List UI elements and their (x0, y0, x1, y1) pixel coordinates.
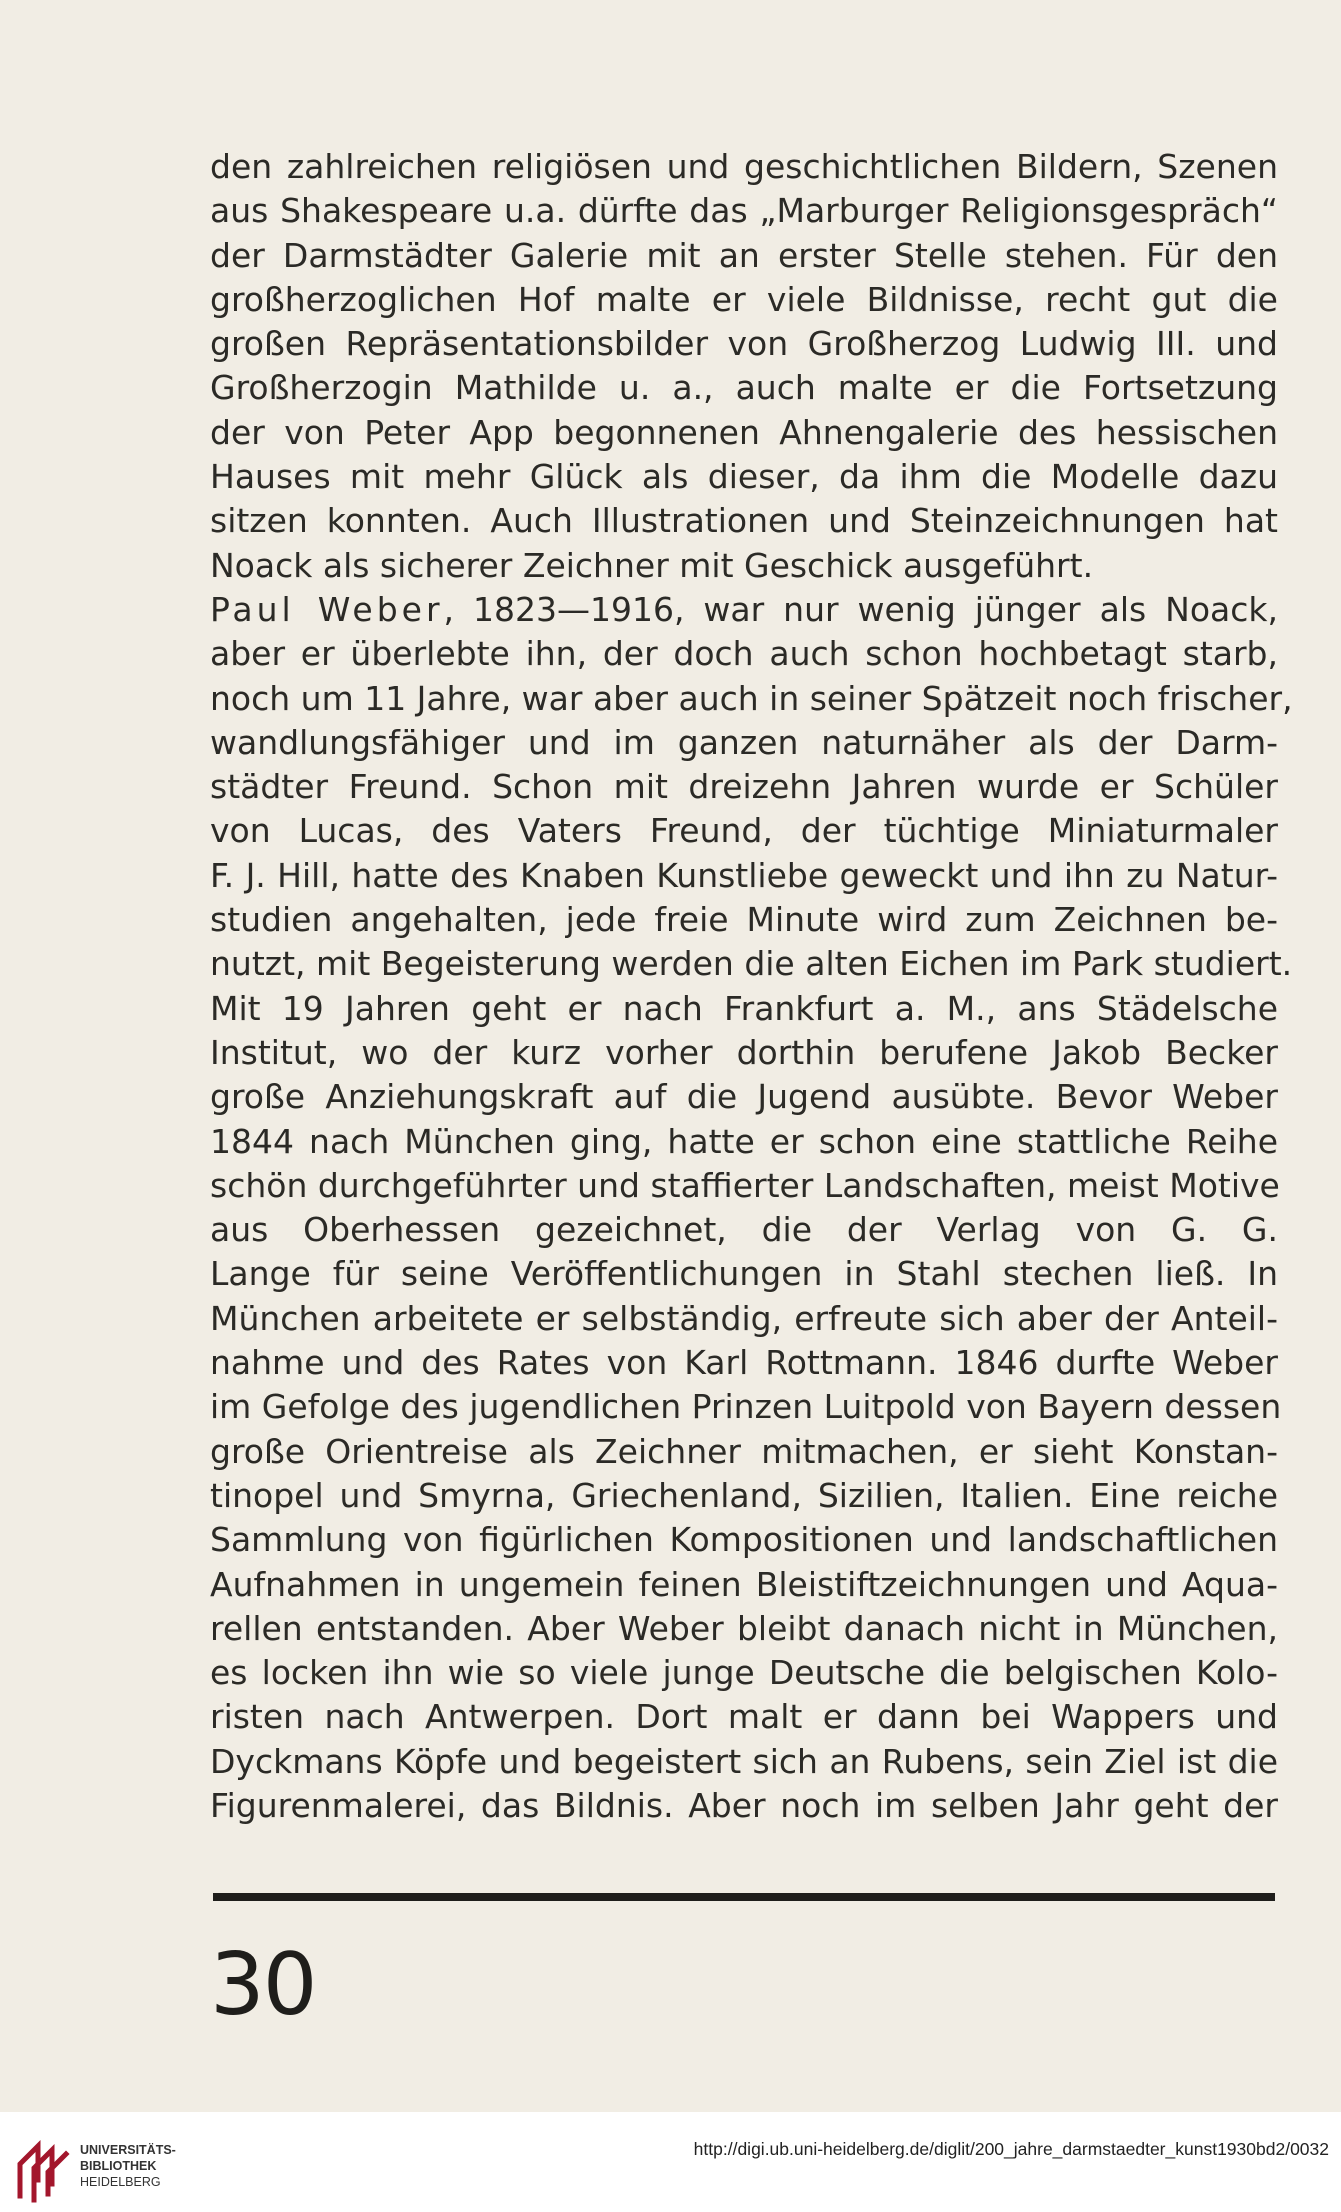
text-line: Sammlung von figürlichen Kompositionen und landschaftlichen (210, 1520, 1278, 1560)
text-line: Hauses mit mehr Glück als dieser, da ihm die Modelle dazu (210, 457, 1278, 497)
viewer-footer (0, 2112, 1341, 2212)
text-line: aus Oberhessen gezeichnet, die der Verlag von G. G. (210, 1210, 1278, 1250)
person-name-spaced: Paul Weber (210, 589, 444, 629)
horizontal-rule (213, 1893, 1275, 1901)
text-line: schön durchgeführter und staffierter Landschaften, meist Motive (210, 1165, 1280, 1205)
text-line: studien angehalten, jede freie Minute wird zum Zeichnen be- (210, 900, 1278, 940)
text-line: von Lucas, des Vaters Freund, der tüchtige Miniaturmaler (210, 811, 1278, 851)
library-name-line: HEIDELBERG (80, 2175, 161, 2189)
text-line: sitzen konnten. Auch Illustrationen und Steinzeichnungen hat (210, 501, 1278, 541)
text-line: aber er überlebte ihn, der doch auch schon hochbetagt starb, (210, 634, 1278, 674)
text-line: große Orientreise als Zeichner mitmachen, er sieht Konstan- (210, 1431, 1278, 1471)
text-line: Mit 19 Jahren geht er nach Frankfurt a. M., ans Städelsche (210, 988, 1278, 1028)
text-line: F. J. Hill, hatte des Knaben Kunstliebe geweckt und ihn zu Natur- (210, 855, 1278, 895)
library-logo-icon[interactable] (12, 2134, 76, 2204)
text-line: der Darmstädter Galerie mit an erster Stelle stehen. Für den (210, 235, 1278, 275)
text-line: den zahlreichen religiösen und geschichtlichen Bildern, Szenen (210, 147, 1278, 186)
text-line: Lange für seine Veröffentlichungen in Stahl stechen ließ. In (210, 1254, 1278, 1294)
source-url-link[interactable]: http://digi.ub.uni-heidelberg.de/diglit/200_jahre_darmstaedter_kunst1930bd2/0032 (693, 2139, 1329, 2159)
text-line: wandlungsfähiger und im ganzen naturnäher als der Darm- (210, 722, 1278, 762)
text-line: Dyckmans Köpfe und begeistert sich an Rubens, sein Ziel ist die (210, 1741, 1278, 1781)
page-number: 30 (210, 1935, 316, 2035)
text-line: Aufnahmen in ungemein feinen Bleistiftzeichnungen und Aqua- (210, 1564, 1278, 1604)
text-line: Großherzogin Mathilde u. a., auch malte er die Fortsetzung (210, 368, 1278, 408)
text-line: Figurenmalerei, das Bildnis. Aber noch im selben Jahr geht der (210, 1785, 1278, 1825)
text-line: risten nach Antwerpen. Dort malt er dann bei Wappers und (210, 1697, 1278, 1737)
text-line: der von Peter App begonnenen Ahnengalerie des hessischen (210, 412, 1278, 452)
library-name (80, 2142, 176, 2190)
text-line: im Gefolge des jugendlichen Prinzen Luitpold von Bayern dessen (210, 1387, 1282, 1427)
text-line: großen Repräsentationsbilder von Großherzog Ludwig III. und (210, 324, 1278, 364)
text-line: München arbeitete er selbständig, erfreute sich aber der Anteil- (210, 1298, 1278, 1338)
body-text (210, 145, 1293, 1828)
text-line: nutzt, mit Begeisterung werden die alten Eichen im Park studiert. (210, 944, 1293, 984)
text-line-rest: , 1823—1916, war nur wenig jünger als Noack, (443, 589, 1278, 629)
library-name-line: BIBLIOTHEK (80, 2159, 157, 2173)
text-line-paul-weber (210, 588, 1278, 632)
text-line: nahme und des Rates von Karl Rottmann. 1846 durfte Weber (210, 1343, 1278, 1383)
text-line: aus Shakespeare u.a. dürfte das „Marburger Religionsgespräch“ (210, 191, 1278, 231)
text-line: 1844 nach München ging, hatte er schon eine stattliche Reihe (210, 1121, 1278, 1161)
text-line: Noack als sicherer Zeichner mit Geschick ausgeführt. (210, 545, 1094, 585)
text-line: es locken ihn wie so viele junge Deutsche die belgischen Kolo- (210, 1653, 1278, 1693)
text-line: großherzoglichen Hof malte er viele Bildnisse, recht gut die (210, 279, 1278, 319)
text-line: rellen entstanden. Aber Weber bleibt danach nicht in München, (210, 1608, 1278, 1648)
text-line: große Anziehungskraft auf die Jugend ausübte. Bevor Weber (210, 1077, 1278, 1117)
text-line: tinopel und Smyrna, Griechenland, Sizilien, Italien. Eine reiche (210, 1475, 1278, 1515)
text-line: noch um 11 Jahre, war aber auch in seiner Spätzeit noch frischer, (210, 678, 1293, 718)
text-line: Institut, wo der kurz vorher dorthin berufene Jakob Becker (210, 1032, 1278, 1072)
library-name-line: UNIVERSITÄTS- (80, 2143, 176, 2157)
text-line: städter Freund. Schon mit dreizehn Jahren wurde er Schüler (210, 767, 1278, 807)
